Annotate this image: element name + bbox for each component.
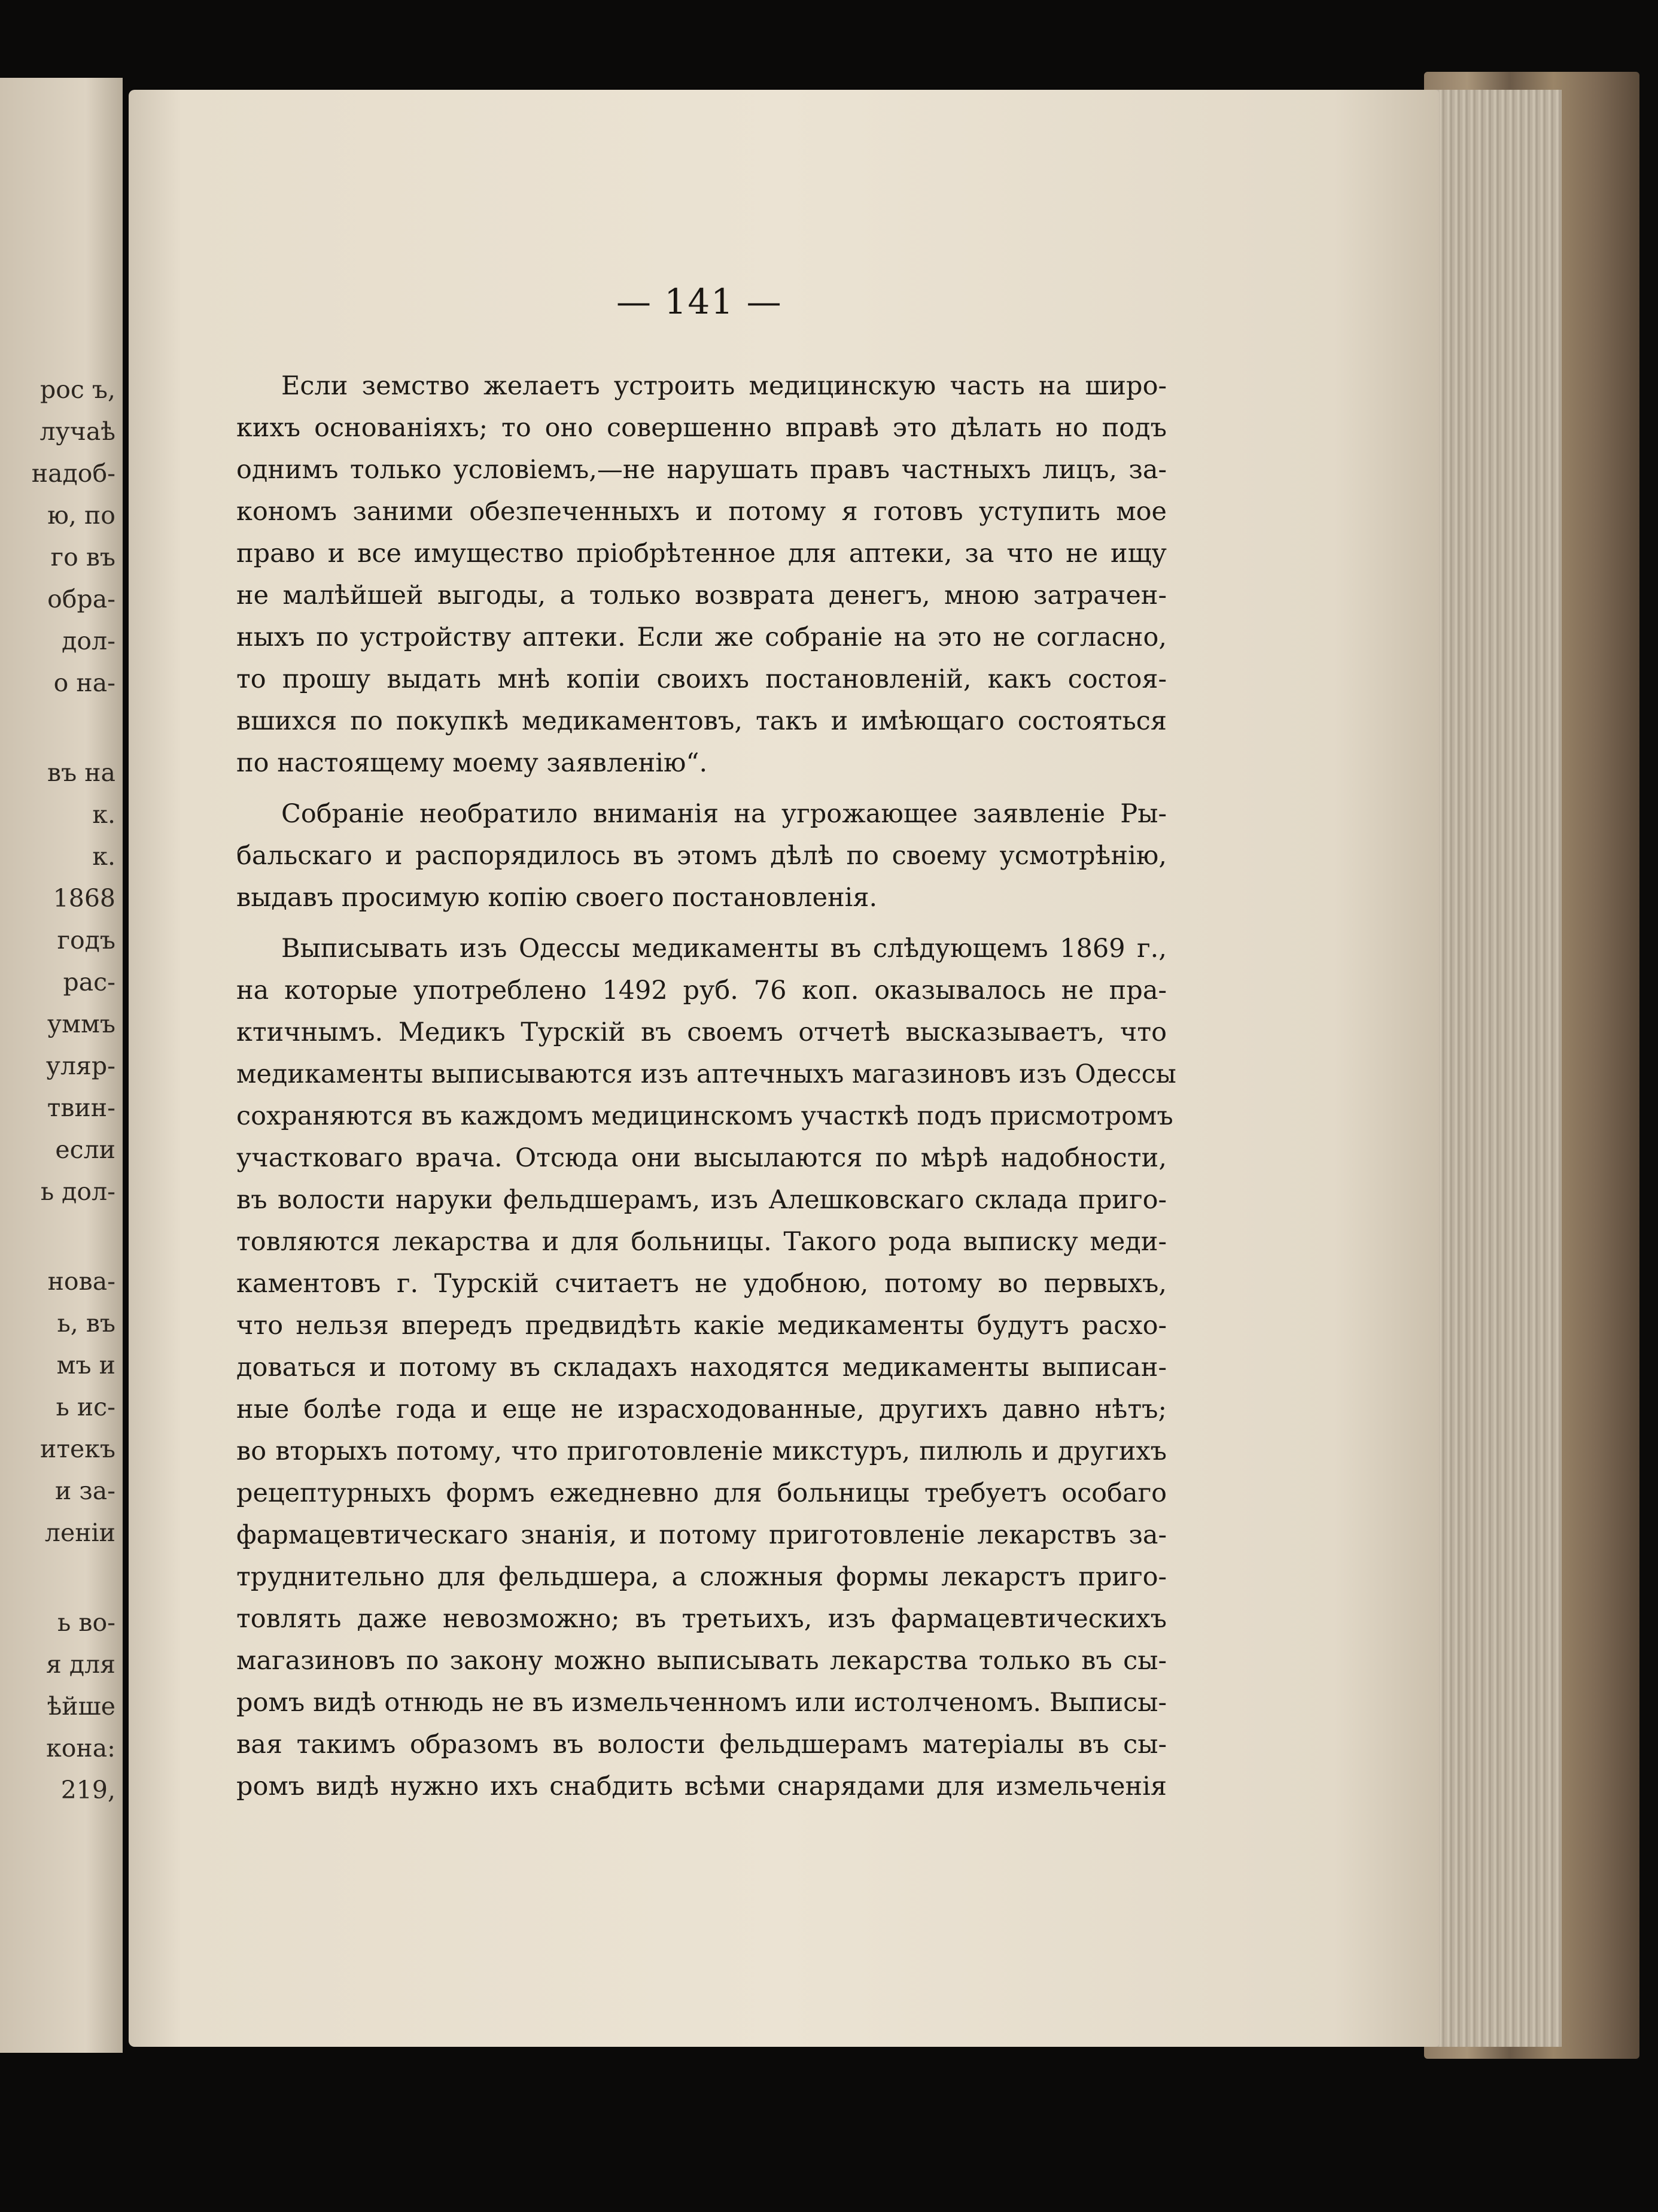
prev-fragment: ь ис- <box>56 1393 115 1421</box>
prev-fragment: рас- <box>63 968 115 996</box>
text-line: кономъ заними обезпеченныхъ и потому я готовъ уступить мое <box>236 497 1167 527</box>
prev-fragment: к. <box>92 842 115 871</box>
prev-fragment: обра- <box>47 585 115 613</box>
text-line: Выписывать изъ Одессы медикаменты въ слѣдующемъ 1869 г., <box>281 934 1167 964</box>
text-line: во вторыхъ потому, что приготовленіе микстуръ, пилюль и другихъ <box>236 1436 1167 1466</box>
text-line: магазиновъ по закону можно выписывать лекарства только въ сы- <box>236 1646 1167 1676</box>
text-line: вая такимъ образомъ въ волости фельдшерамъ матеріалы въ сы- <box>236 1730 1167 1760</box>
prev-fragment: твин- <box>47 1093 115 1122</box>
prev-fragment: лучаѣ <box>39 417 115 446</box>
prev-fragment: к. <box>92 800 115 829</box>
text-line: ные болѣе года и еще не израсходованные, другихъ давно нѣтъ; <box>236 1394 1167 1424</box>
text-line: что нельзя впередъ предвидѣть какіе медикаменты будутъ расхо- <box>236 1311 1167 1341</box>
page-number: — 141 — <box>616 281 783 322</box>
prev-fragment: кона: <box>46 1734 115 1763</box>
text-line: не малѣйшей выгоды, а только возврата денегъ, мною затрачен- <box>236 581 1167 610</box>
text-line: товляются лекарства и для больницы. Такого рода выписку меди- <box>236 1227 1167 1257</box>
text-line: Если земство желаетъ устроить медицинскую часть на широ- <box>281 371 1167 401</box>
prev-fragment: уляр- <box>45 1052 115 1080</box>
text-line: участковаго врача. Отсюда они высылаются по мѣрѣ надобности, <box>236 1143 1167 1173</box>
text-line: бальскаго и распорядилось въ этомъ дѣлѣ по своему усмотрѣнію, <box>236 841 1167 871</box>
prev-fragment: дол- <box>62 627 115 655</box>
text-line: товлять даже невозможно; въ третьихъ, изъ фармацевтическихъ <box>236 1604 1167 1634</box>
text-line: то прошу выдать мнѣ копіи своихъ постановленій, какъ состоя- <box>236 664 1167 694</box>
prev-fragment: уммъ <box>47 1010 115 1038</box>
prev-fragment: ь, въ <box>57 1309 115 1338</box>
text-line: ромъ видѣ нужно ихъ снабдить всѣми снарядами для измельченія <box>236 1772 1167 1801</box>
prev-fragment: ь во- <box>57 1608 115 1637</box>
text-line: право и все имущество пріобрѣтенное для аптеки, за что не ищу <box>236 539 1167 569</box>
prev-fragment: въ на <box>47 758 115 787</box>
prev-fragment: рос ъ, <box>39 375 115 404</box>
text-line: ромъ видѣ отнюдь не въ измельченномъ или истолченомъ. Выписы- <box>236 1688 1167 1718</box>
text-line: въ волости наруки фельдшерамъ, изъ Алешковскаго склада приго- <box>236 1185 1167 1215</box>
text-line: труднительно для фельдшера, а сложныя формы лекарстъ приго- <box>236 1562 1167 1592</box>
prev-fragment: ѣйше <box>47 1692 115 1721</box>
text-line: Собраніе необратило вниманія на угрожающее заявленіе Ры- <box>281 799 1167 829</box>
text-line: сохраняются въ каждомъ медицинскомъ участкѣ подъ присмотромъ <box>236 1101 1173 1131</box>
prev-fragment: го въ <box>50 543 115 572</box>
prev-fragment: ю, по <box>47 501 115 530</box>
text-line: вшихся по покупкѣ медикаментовъ, такъ и имѣющаго состояться <box>236 706 1167 736</box>
text-line: доваться и потому въ складахъ находятся медикаменты выписан- <box>236 1353 1167 1382</box>
text-line: по настоящему моему заявленію“. <box>236 748 708 778</box>
prev-fragment: о на- <box>53 669 115 697</box>
text-line: выдавъ просимую копію своего постановленія. <box>236 883 878 913</box>
text-line: каментовъ г. Турскій считаетъ не удобною, потому во первыхъ, <box>236 1269 1167 1299</box>
prev-fragment: если <box>55 1135 115 1164</box>
prev-fragment: 1868 <box>53 884 115 913</box>
prev-fragment: и за- <box>54 1476 115 1505</box>
text-line: рецептурныхъ формъ ежедневно для больницы требуетъ особаго <box>236 1478 1167 1508</box>
prev-fragment: 219, <box>60 1776 115 1804</box>
text-line: медикаменты выписываются изъ аптечныхъ магазиновъ изъ Одессы <box>236 1059 1176 1089</box>
prev-fragment: надоб- <box>31 459 115 488</box>
prev-fragment: леніи <box>44 1518 115 1547</box>
text-line: фармацевтическаго знанія, и потому приготовленіе лекарствъ за- <box>236 1520 1167 1550</box>
text-line: на которые употреблено 1492 руб. 76 коп. оказывалось не пра- <box>236 976 1167 1005</box>
prev-fragment: ь дол- <box>40 1177 115 1206</box>
text-line: однимъ только условіемъ,—не нарушать правъ частныхъ лицъ, за- <box>236 455 1167 485</box>
page-stack <box>1430 90 1562 2047</box>
prev-fragment: итекъ <box>40 1435 115 1463</box>
text-line: кихъ основаніяхъ; то оно совершенно вправѣ это дѣлать но подъ <box>236 413 1167 443</box>
prev-fragment: мъ и <box>56 1351 115 1380</box>
prev-fragment: я для <box>45 1650 115 1679</box>
text-line: ктичнымъ. Медикъ Турскій въ своемъ отчетѣ высказываетъ, что <box>236 1017 1167 1047</box>
prev-fragment: нова- <box>47 1267 115 1296</box>
text-line: ныхъ по устройству аптеки. Если же собраніе на это не согласно, <box>236 622 1167 652</box>
previous-page <box>0 78 123 2053</box>
prev-fragment: годъ <box>57 926 115 955</box>
